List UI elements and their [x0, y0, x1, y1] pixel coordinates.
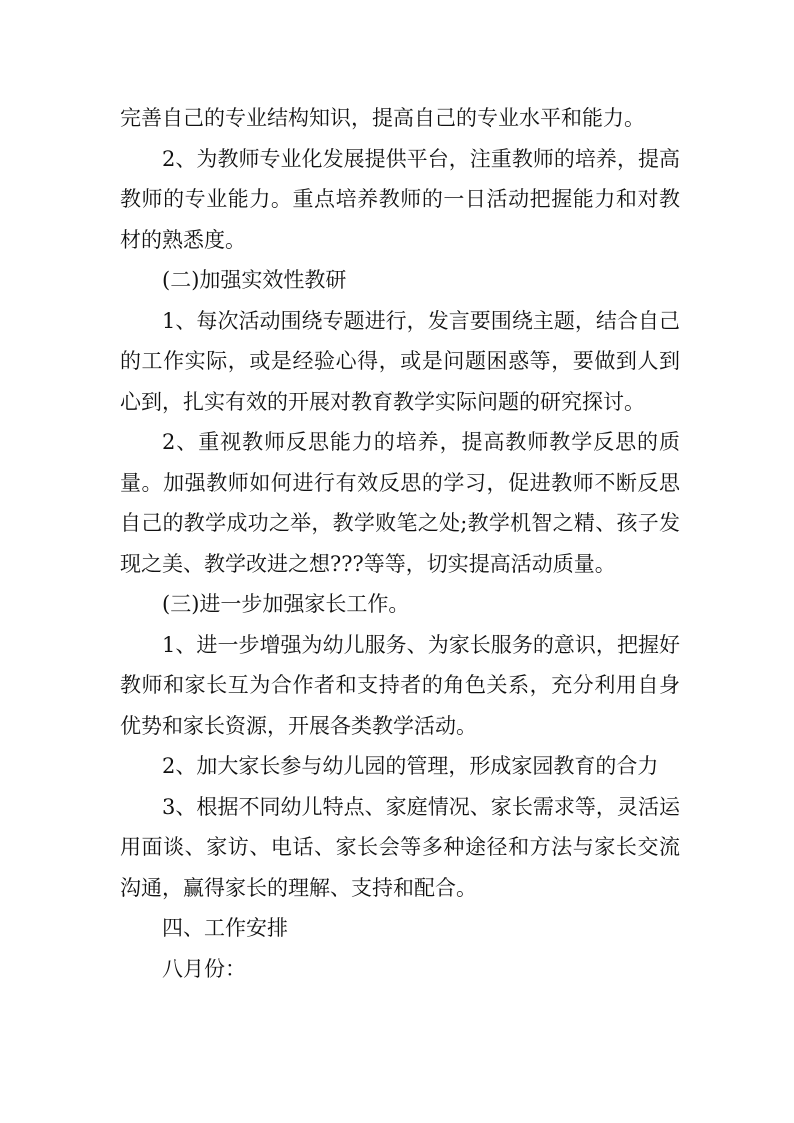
section-heading-2: (二)加强实效性教研 — [162, 268, 347, 292]
section-heading-4: 四、工作安排 — [162, 916, 288, 940]
month-heading: 八月份： — [162, 956, 246, 981]
paragraph-continuation: 完善自己的专业结构知识，提高自己的专业水平和能力。 — [120, 106, 645, 130]
section-heading-3: (三)进一步加强家长工作。 — [162, 592, 410, 616]
paragraph-item-1-activities: 1、每次活动围绕专题进行，发言要围绕主题，结合自己的工作实际，或是经验心得，或是问题困惑等，要做到人到心到，扎实有效的开展对教育教学实际问题的研究探讨。 — [120, 308, 680, 414]
paragraph-item-3-communication: 3、根据不同幼儿特点、家庭情况、家长需求等，灵活运用面谈、家访、电话、家长会等多种途径和方法与家长交流沟通，赢得家长的理解、支持和配合。 — [120, 794, 680, 900]
paragraph-item-1-service: 1、进一步增强为幼儿服务、为家长服务的意识，把握好教师和家长互为合作者和支持者的角色关系，充分利用自身优势和家长资源，开展各类教学活动。 — [120, 632, 680, 738]
paragraph-item-2-parents: 2、加大家长参与幼儿园的管理，形成家园教育的合力 — [162, 754, 659, 778]
paragraph-item-2-platform: 2、为教师专业化发展提供平台，注重教师的培养，提高教师的专业能力。重点培养教师的一日活动把握能力和对教材的熟悉度。 — [120, 146, 680, 252]
document-body — [120, 98, 680, 989]
paragraph-item-2-reflection: 2、重视教师反思能力的培养，提高教师教学反思的质量。加强教师如何进行有效反思的学习，促进教师不断反思自己的教学成功之举，教学败笔之处;教学机智之精、孩子发现之美、教学改进之想???等等，切实提高活动质量。 — [120, 430, 680, 576]
